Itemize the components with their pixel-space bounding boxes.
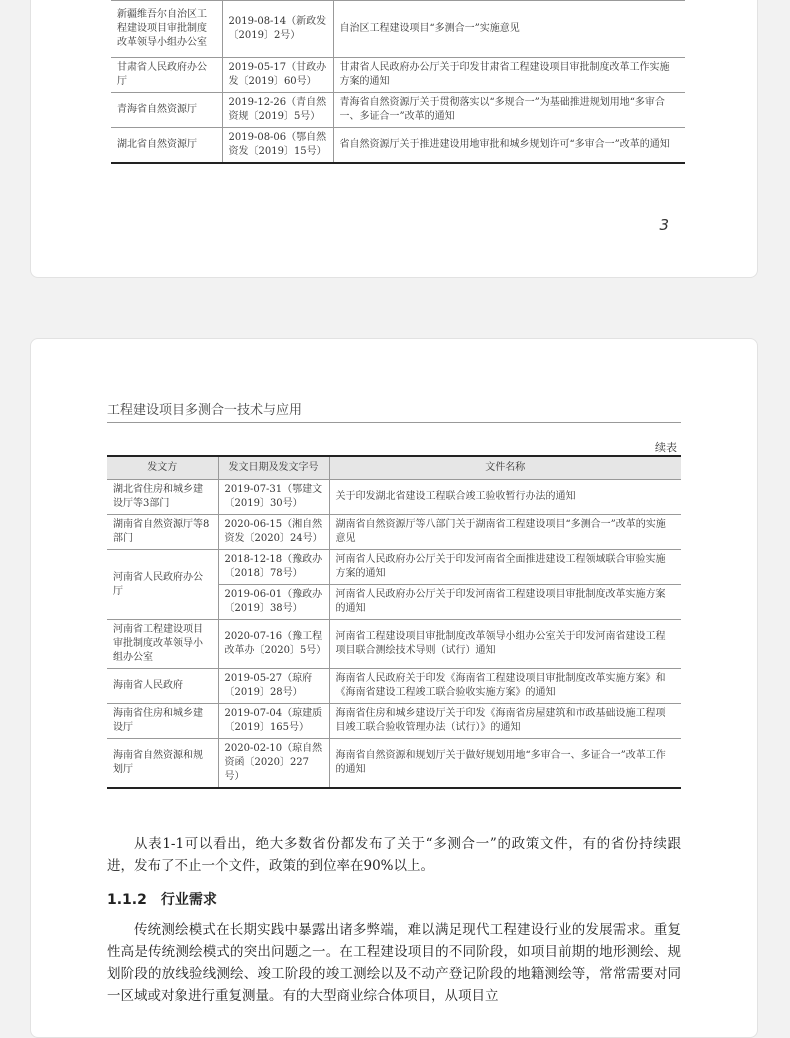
column-header-title: 文件名称 [329,456,681,480]
body-paragraph: 传统测绘模式在长期实践中暴露出诸多弊端，难以满足现代工程建设行业的发展需求。重复性高是传统测绘模式的突出问题之一。在工程建设项目的不同阶段，如项目前期的地形测绘、规划阶段的放线验线测绘、竣工阶段的竣工测绘以及不动产登记阶段的地籍测绘等，常常需要对同一区域或对象进行重复测量。有的大型商业综合体项目，从项目立 [107,922,681,1004]
table-cell-date: 2020-06-15（湘自然资发〔2020〕24号） [218,515,329,550]
page-top [30,0,758,278]
table-cell-title: 海南省住房和城乡建设厅关于印发《海南省房屋建筑和市政基础设施工程项目竣工联合验收管理办法（试行）》的通知 [329,704,681,739]
table-row [107,669,681,704]
table-header-row [107,456,681,480]
table-row [107,480,681,515]
table-cell-title: 河南省工程建设项目审批制度改革领导小组办公室关于印发河南省建设工程项目联合测绘技术导则（试行）通知 [329,620,681,669]
table-cell-date: 2019-08-14（新政发〔2019〕2号） [222,1,333,58]
table-cell-date: 2020-02-10（琼自然资函〔2020〕227号） [218,739,329,789]
policy-table-continued [107,455,681,789]
table-cell-issuer: 海南省自然资源和规划厅 [107,739,218,789]
table-cell-title: 自治区工程建设项目“多测合一”实施意见 [333,1,685,58]
table-cell-date: 2019-07-04（琼建质〔2019〕165号） [218,704,329,739]
table-cell-title: 关于印发湖北省建设工程联合竣工验收暂行办法的通知 [329,480,681,515]
table-row [107,620,681,669]
table-cell-issuer: 河南省工程建设项目审批制度改革领导小组办公室 [107,620,218,669]
table-cell-date: 2018-12-18（豫政办〔2018〕78号） [218,550,329,585]
page-number: 3 [659,216,669,234]
table-cell-issuer: 湖南省自然资源厅等8部门 [107,515,218,550]
table-cell-title: 省自然资源厅关于推进建设用地审批和城乡规划许可“多审合一”改革的通知 [333,128,685,164]
table-cell-issuer: 海南省住房和城乡建设厅 [107,704,218,739]
section-heading: 1.1.2 行业需求 [107,892,217,908]
table-cell-date: 2019-05-27（琼府〔2019〕28号） [218,669,329,704]
body-paragraph: 从表1-1可以看出，绝大多数省份都发布了关于“多测合一”的政策文件，有的省份持续跟进，发布了不止一个文件，政策的到位率在90%以上。 [107,836,681,874]
table-cell-title: 湖南省自然资源厅等八部门关于湖南省工程建设项目“多测合一”改革的实施意见 [329,515,681,550]
table-cell-date: 2019-08-06（鄂自然资发〔2019〕15号） [222,128,333,164]
table-cell-title: 海南省自然资源和规划厅关于做好规划用地“多审合一、多证合一”改革工作的通知 [329,739,681,789]
table-cell-title: 青海省自然资源厅关于贯彻落实以“多规合一”为基础推进规划用地“多审合一、多证合一”改革的通知 [333,93,685,128]
table-row [111,1,685,58]
table-row [107,550,681,585]
column-header-issuer: 发文方 [107,456,218,480]
page-bottom [30,338,758,1038]
table-row [107,704,681,739]
table-cell-title: 海南省人民政府关于印发《海南省工程建设项目审批制度改革实施方案》和《海南省建设工程竣工联合验收实施方案》的通知 [329,669,681,704]
table-cell-issuer: 湖北省住房和城乡建设厅等3部门 [107,480,218,515]
column-header-date: 发文日期及发文字号 [218,456,329,480]
table-cell-title: 河南省人民政府办公厅关于印发河南省工程建设项目审批制度改革实施方案的通知 [329,585,681,620]
table-row [111,93,685,128]
table-cell-title: 甘肃省人民政府办公厅关于印发甘肃省工程建设项目审批制度改革工作实施方案的通知 [333,58,685,93]
continued-label: 续表 [655,441,677,454]
running-header: 工程建设项目多测合一技术与应用 [107,399,681,423]
table-cell-issuer: 湖北省自然资源厅 [111,128,222,164]
table-cell-issuer: 海南省人民政府 [107,669,218,704]
table-row [111,58,685,93]
table-cell-date: 2019-12-26（青自然资规〔2019〕5号） [222,93,333,128]
table-row [107,739,681,789]
table-cell-date: 2020-07-16（豫工程改革办〔2020〕5号） [218,620,329,669]
policy-table-top [111,0,685,164]
table-cell-issuer: 新疆维吾尔自治区工程建设项目审批制度改革领导小组办公室 [111,1,222,58]
table-cell-issuer: 青海省自然资源厅 [111,93,222,128]
table-row [111,128,685,164]
table-cell-issuer: 甘肃省人民政府办公厅 [111,58,222,93]
table-cell-title: 河南省人民政府办公厅关于印发河南省全面推进建设工程领域联合审验实施方案的通知 [329,550,681,585]
table-cell-date: 2019-06-01（豫政办〔2019〕38号） [218,585,329,620]
table-cell-date: 2019-07-31（鄂建文〔2019〕30号） [218,480,329,515]
table-cell-date: 2019-05-17（甘政办发〔2019〕60号） [222,58,333,93]
table-cell-issuer: 河南省人民政府办公厅 [107,550,218,620]
table-row [107,515,681,550]
